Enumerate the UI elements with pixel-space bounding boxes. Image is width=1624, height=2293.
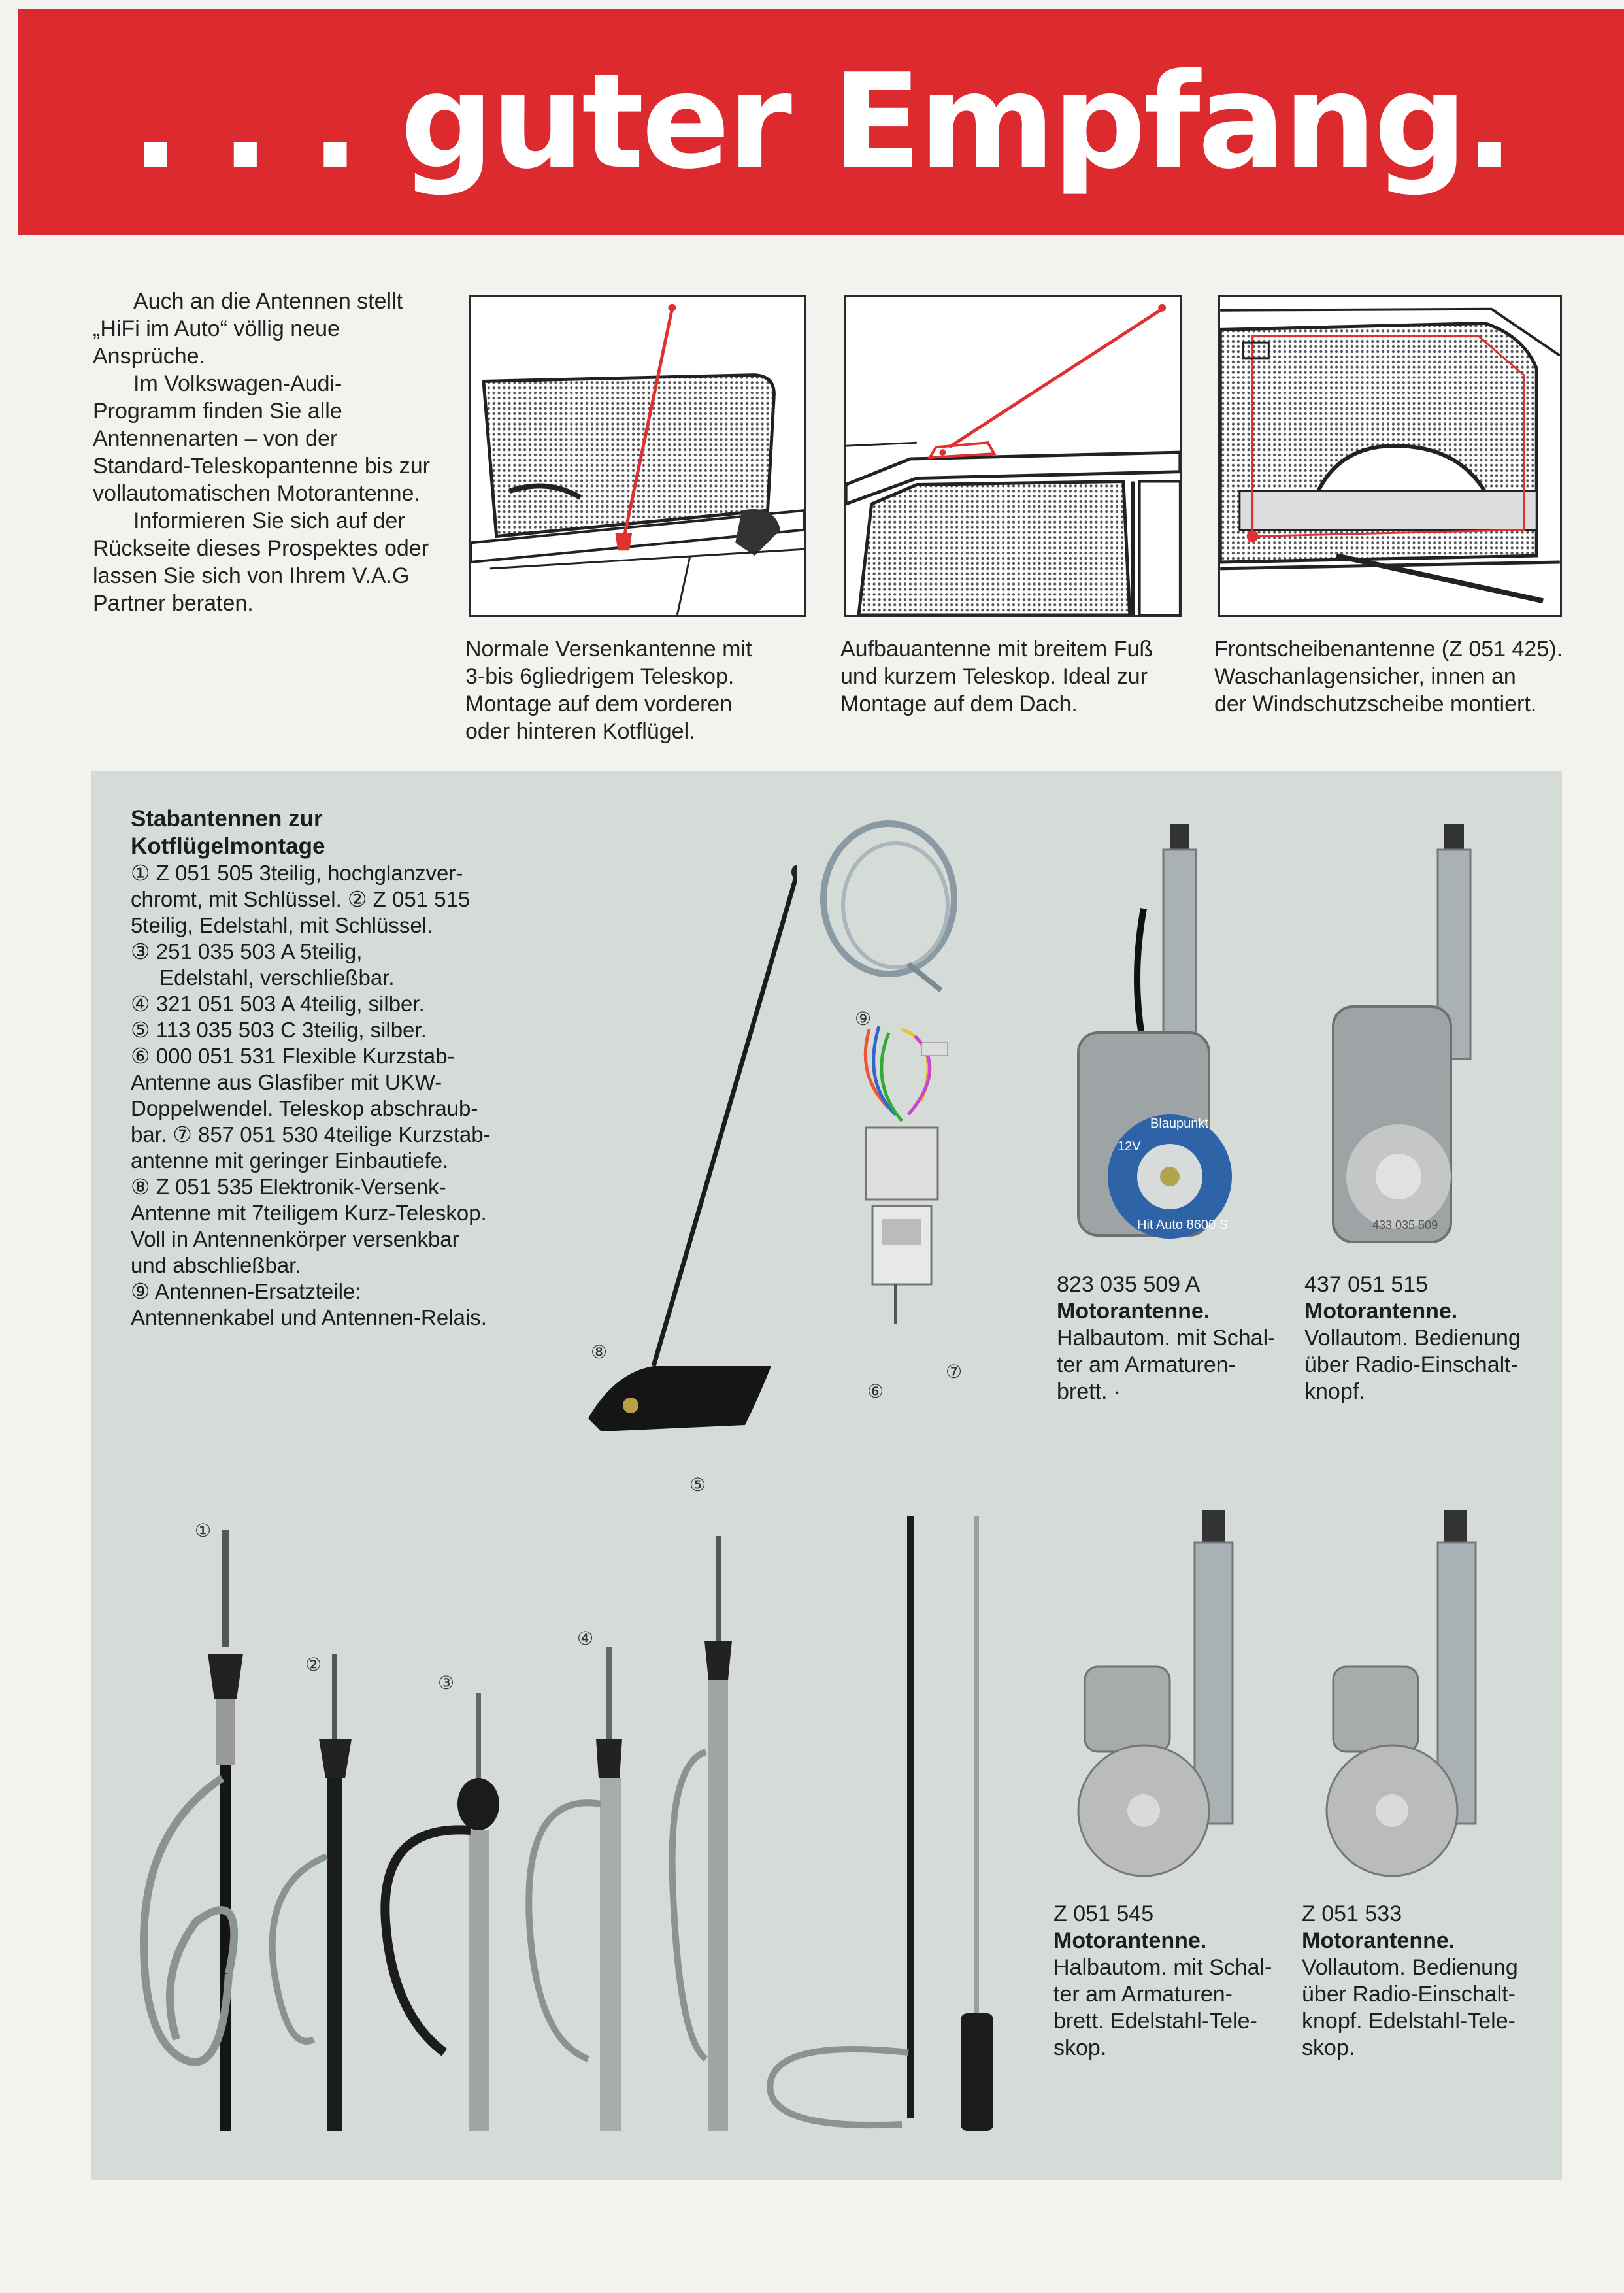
product-desc: ter am Armaturen- xyxy=(1053,1982,1233,2007)
caption-line: Frontscheibenantenne (Z 051 425). xyxy=(1214,637,1563,661)
illustration-windshield-antenna xyxy=(1218,295,1562,617)
title-banner xyxy=(18,9,1624,235)
product-motor-437 xyxy=(1304,1271,1521,1405)
product-desc: über Radio-Einschalt- xyxy=(1304,1352,1518,1377)
product-motor-z051545 xyxy=(1053,1901,1272,2062)
marker-6: ⑥ xyxy=(867,1381,884,1401)
stab-line: antenne mit geringer Einbautiefe. xyxy=(131,1148,449,1173)
product-desc: brett. · xyxy=(1057,1379,1121,1404)
caption-windshield-antenna xyxy=(1214,635,1563,718)
antenna-relay-drawing xyxy=(843,1016,961,1330)
product-desc: Vollautom. Bedienung xyxy=(1302,1955,1518,1980)
caption-line: Aufbauantenne mit breitem Fuß xyxy=(840,637,1153,661)
product-name: Motorantenne. xyxy=(1304,1299,1458,1324)
motor-label: 433 035 509 xyxy=(1372,1218,1438,1231)
photo-motor-antenna-2 xyxy=(1320,811,1490,1262)
product-name: Motorantenne. xyxy=(1302,1928,1455,1953)
photo-antenna-relay xyxy=(843,1016,961,1330)
fender-antenna-drawing xyxy=(471,297,804,615)
photo-motor-antenna-1 xyxy=(1065,811,1261,1262)
motor-label: 12V xyxy=(1118,1139,1141,1154)
marker-7: ⑦ xyxy=(946,1362,963,1382)
product-desc: Halbautom. mit Schal- xyxy=(1057,1326,1276,1350)
stab-heading: Stabantennen zur xyxy=(131,806,323,831)
marker-3: ③ xyxy=(438,1673,455,1693)
caption-line: Normale Versenkantenne mit xyxy=(465,637,752,661)
stab-line: ⑤ 113 035 503 C 3teilig, silber. xyxy=(131,1018,427,1042)
product-desc: knopf. xyxy=(1304,1379,1365,1404)
marker-8: ⑧ xyxy=(591,1342,608,1362)
stab-line: Voll in Antennenkörper versenkbar xyxy=(131,1227,459,1251)
caption-line: oder hinteren Kotflügel. xyxy=(465,719,695,744)
photo-antenna-cable xyxy=(810,814,967,997)
marker-4: ④ xyxy=(577,1628,594,1649)
caption-line: Waschanlagensicher, innen an xyxy=(1214,664,1516,689)
product-desc: brett. Edelstahl-Tele- xyxy=(1053,2009,1257,2034)
product-code: 823 035 509 A xyxy=(1057,1272,1201,1297)
stab-antenna-text xyxy=(131,805,536,1331)
caption-line: Montage auf dem Dach. xyxy=(840,692,1078,716)
stab-line: und abschließbar. xyxy=(131,1253,301,1277)
caption-fender-antenna xyxy=(465,635,752,745)
motor-antenna-1-drawing xyxy=(1065,811,1261,1262)
caption-line: und kurzem Teleskop. Ideal zur xyxy=(840,664,1148,689)
photo-motor-antenna-3 xyxy=(1072,1503,1268,1896)
product-desc: Halbautom. mit Schal- xyxy=(1053,1955,1272,1980)
photo-rod-antennas xyxy=(131,1516,1046,2137)
intro-paragraph: Informieren Sie sich auf der Rückseite dieses Prospektes oder lassen Sie sich von Ihrem V.A.G Partner beraten. xyxy=(93,509,429,616)
caption-roof-antenna xyxy=(840,635,1153,718)
product-desc: skop. xyxy=(1053,2035,1107,2060)
stab-line: chromt, mit Schlüssel. ② Z 051 515 xyxy=(131,887,471,911)
stab-line: ① Z 051 505 3teilig, hochglanzver- xyxy=(131,861,463,885)
intro-paragraph: Im Volkswagen-Audi-Programm finden Sie alle Antennenarten – von der Standard-Teleskopantenne bis zur vollautomatischen Motorantenne. xyxy=(93,371,430,506)
stab-line: Antenne mit 7teiligem Kurz-Teleskop. xyxy=(131,1201,487,1225)
stab-line: ⑨ Antennen-Ersatzteile: xyxy=(131,1279,361,1303)
caption-line: Montage auf dem vorderen xyxy=(465,692,733,716)
stab-line: 5teilig, Edelstahl, mit Schlüssel. xyxy=(131,913,433,937)
motor-antenna-2-drawing xyxy=(1320,811,1490,1262)
stab-line: Antennenkabel und Antennen-Relais. xyxy=(131,1305,487,1330)
antenna-8-drawing xyxy=(575,863,797,1438)
product-code: Z 051 533 xyxy=(1302,1901,1402,1926)
rod-antennas-drawing xyxy=(131,1516,1046,2137)
stab-line: Doppelwendel. Teleskop abschraub- xyxy=(131,1096,478,1120)
product-code: 437 051 515 xyxy=(1304,1272,1429,1297)
marker-2: ② xyxy=(305,1654,322,1675)
photo-motor-antenna-4 xyxy=(1320,1503,1516,1896)
stab-heading: Kotflügelmontage xyxy=(131,833,325,859)
caption-line: der Windschutzscheibe montiert. xyxy=(1214,692,1537,716)
photo-antenna-8 xyxy=(575,863,797,1438)
stab-line: ④ 321 051 503 A 4teilig, silber. xyxy=(131,992,425,1016)
intro-text xyxy=(93,288,439,617)
motor-label: Blaupunkt xyxy=(1150,1116,1208,1131)
stab-line: ③ 251 035 503 A 5teilig, xyxy=(131,939,363,963)
illustration-roof-antenna xyxy=(844,295,1182,617)
marker-5: ⑤ xyxy=(689,1475,706,1495)
motor-label: Hit Auto 8600 S xyxy=(1137,1218,1228,1232)
product-desc: ter am Armaturen- xyxy=(1057,1352,1236,1377)
roof-antenna-drawing xyxy=(846,297,1180,615)
illustration-fender-antenna xyxy=(469,295,806,617)
product-motor-823 xyxy=(1057,1271,1275,1405)
motor-antenna-4-drawing xyxy=(1320,1503,1516,1896)
product-motor-z051533 xyxy=(1302,1901,1518,2062)
product-code: Z 051 545 xyxy=(1053,1901,1154,1926)
product-desc: knopf. Edelstahl-Tele- xyxy=(1302,2009,1516,2034)
caption-line: 3-bis 6gliedrigem Teleskop. xyxy=(465,664,735,689)
motor-antenna-3-drawing xyxy=(1072,1503,1268,1896)
stab-line: Edelstahl, verschließbar. xyxy=(159,965,395,990)
intro-paragraph: Auch an die Antennen stellt „HiFi im Auto“ völlig neue Ansprüche. xyxy=(93,289,403,369)
windshield-antenna-drawing xyxy=(1220,297,1560,615)
stab-line: ⑥ 000 051 531 Flexible Kurzstab- xyxy=(131,1044,455,1068)
page-title: . . . guter Empfang. xyxy=(130,46,1512,198)
product-name: Motorantenne. xyxy=(1057,1299,1210,1324)
antenna-cable-drawing xyxy=(810,814,967,997)
marker-1: ① xyxy=(195,1520,212,1541)
product-desc: Vollautom. Bedienung xyxy=(1304,1326,1521,1350)
product-name: Motorantenne. xyxy=(1053,1928,1207,1953)
stab-line: ⑧ Z 051 535 Elektronik-Versenk- xyxy=(131,1175,446,1199)
stab-line: Antenne aus Glasfiber mit UKW- xyxy=(131,1070,442,1094)
stab-line: bar. ⑦ 857 051 530 4teilige Kurzstab- xyxy=(131,1122,491,1146)
product-desc: über Radio-Einschalt- xyxy=(1302,1982,1516,2007)
product-desc: skop. xyxy=(1302,2035,1355,2060)
marker-9: ⑨ xyxy=(855,1009,872,1029)
